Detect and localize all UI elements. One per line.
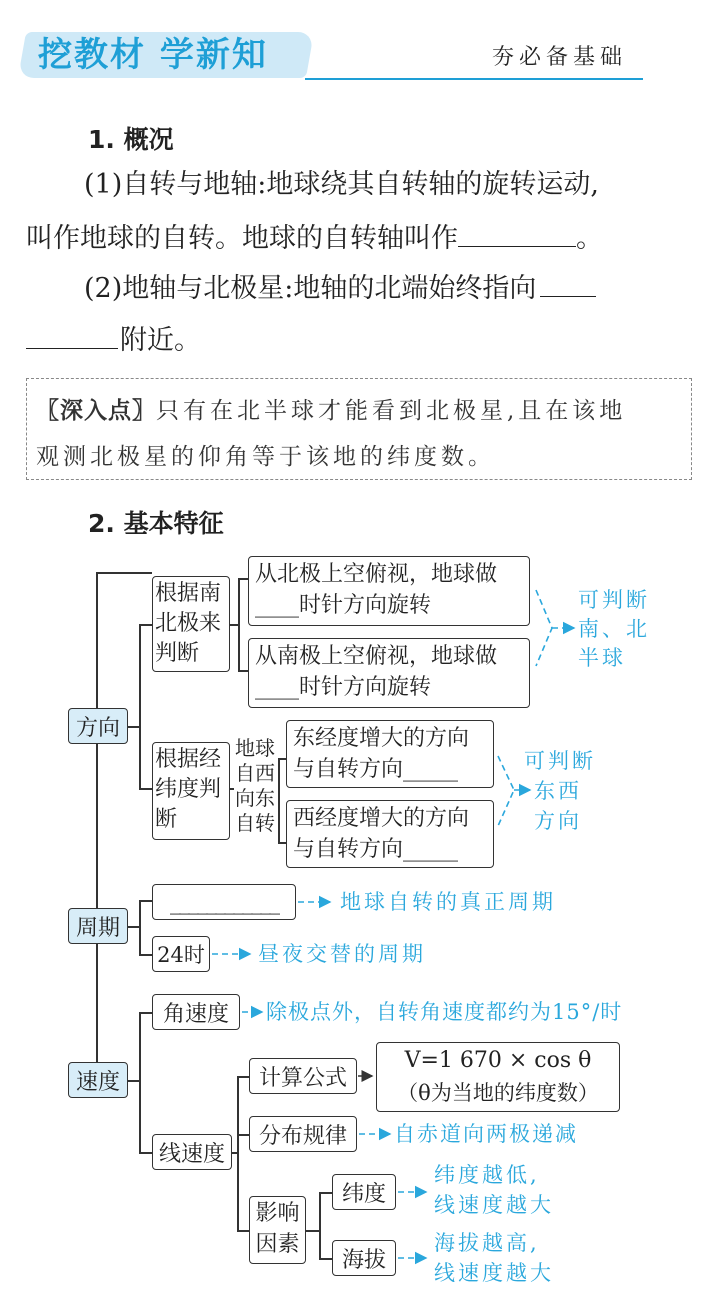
angular-note: 除极点外，自转角速度都约为15°/时 (266, 1000, 623, 1024)
section1-p2-line2: 附近。 (26, 324, 201, 358)
altitude-note-line1: 海拔越高, (434, 1231, 540, 1255)
west-longitude-line2: 与自转方向_____ (293, 837, 459, 862)
west-to-east-2: 自西 (235, 761, 275, 785)
south-view-line2: ____时针方向旋转 (255, 675, 432, 700)
west-to-east-4: 自转 (235, 811, 275, 835)
section2-heading: 2. 基本特征 (88, 509, 224, 538)
latitude-note-line2: 线速度越大 (434, 1193, 554, 1217)
altitude-note-line2: 线速度越大 (434, 1261, 554, 1285)
east-longitude-line1: 东经度增大的方向 (293, 726, 470, 751)
header-title: 挖教材 学新知 (38, 35, 268, 75)
polar-brace (536, 590, 552, 666)
lonlat-judge-line2: 纬度判 (155, 777, 222, 802)
polar-judge-line2: 北极来 (155, 611, 222, 636)
section1-heading: 1. 概况 (88, 125, 174, 154)
polar-note-line2: 南、北 (578, 617, 650, 641)
altitude-note (434, 1228, 554, 1288)
section1-p1-line2: 叫作地球的自转。地球的自转轴叫作 。 (26, 223, 603, 254)
sidereal-day-blank-box[interactable]: ____________ (152, 884, 296, 920)
distribution-note: 自赤道向两极递减 (394, 1122, 578, 1146)
angular-speed-box: 角速度 (152, 994, 240, 1030)
sidereal-note: 地球自转的真正周期 (340, 890, 556, 914)
lonlat-note-line1: 可判断 (524, 749, 596, 773)
header-subtitle: 夯必备基础 (492, 45, 628, 70)
period-category: 周期 (68, 908, 128, 944)
north-view-line2: ____时针方向旋转 (255, 593, 432, 618)
polar-judge-line3: 判断 (155, 641, 200, 666)
insight-note-line2: 观测北极星的仰角等于该地的纬度数。 (36, 444, 495, 470)
lonlat-note (524, 746, 596, 836)
distribution-box: 分布规律 (249, 1116, 357, 1152)
factors-line2: 因素 (255, 1232, 300, 1257)
factors-line1: 影响 (255, 1201, 300, 1226)
east-longitude-line2: 与自转方向_____ (293, 757, 459, 782)
polar-note (578, 586, 650, 673)
latitude-box: 纬度 (332, 1174, 396, 1210)
lonlat-note-line2: 东西 (534, 779, 582, 803)
north-view-line1: 从北极上空俯视，地球做 (255, 562, 498, 587)
polar-note-line3: 半球 (578, 646, 626, 670)
west-longitude-line1: 西经度增大的方向 (293, 806, 470, 831)
insight-note-line1: 〖深入点〗只有在北半球才能看到北极星,且在该地 (36, 398, 627, 424)
lonlat-judge-line1: 根据经 (155, 747, 222, 772)
formula-label-box: 计算公式 (249, 1058, 357, 1094)
polar-judge-line1: 根据南 (155, 581, 222, 606)
west-to-east-3: 向东 (235, 786, 275, 810)
polar-note-line1: 可判断 (578, 588, 650, 612)
formula-text: V=1 670 × cos θ (404, 1048, 592, 1073)
altitude-box: 海拔 (332, 1240, 396, 1276)
solar-note: 昼夜交替的周期 (258, 942, 426, 966)
latitude-note-line1: 纬度越低, (434, 1163, 540, 1187)
lonlat-brace (498, 756, 514, 826)
formula-note: （θ为当地的纬度数） (397, 1081, 599, 1105)
section1-p2-line1: (2)地轴与北极星:地轴的北端始终指向 (84, 272, 596, 306)
latitude-note (434, 1160, 554, 1220)
lonlat-note-line3: 方向 (534, 809, 582, 833)
west-to-east-1: 地球 (235, 736, 275, 760)
section1-p1-line1: (1)自转与地轴:地球绕其自转轴的旋转运动, (84, 169, 599, 200)
south-view-line1: 从南极上空俯视，地球做 (255, 644, 498, 669)
lonlat-judge-line3: 断 (155, 807, 178, 832)
speed-category: 速度 (68, 1062, 128, 1098)
direction-category: 方向 (68, 708, 128, 744)
linear-speed-box: 线速度 (152, 1134, 232, 1170)
solar-day-box: 24时 (152, 936, 210, 972)
